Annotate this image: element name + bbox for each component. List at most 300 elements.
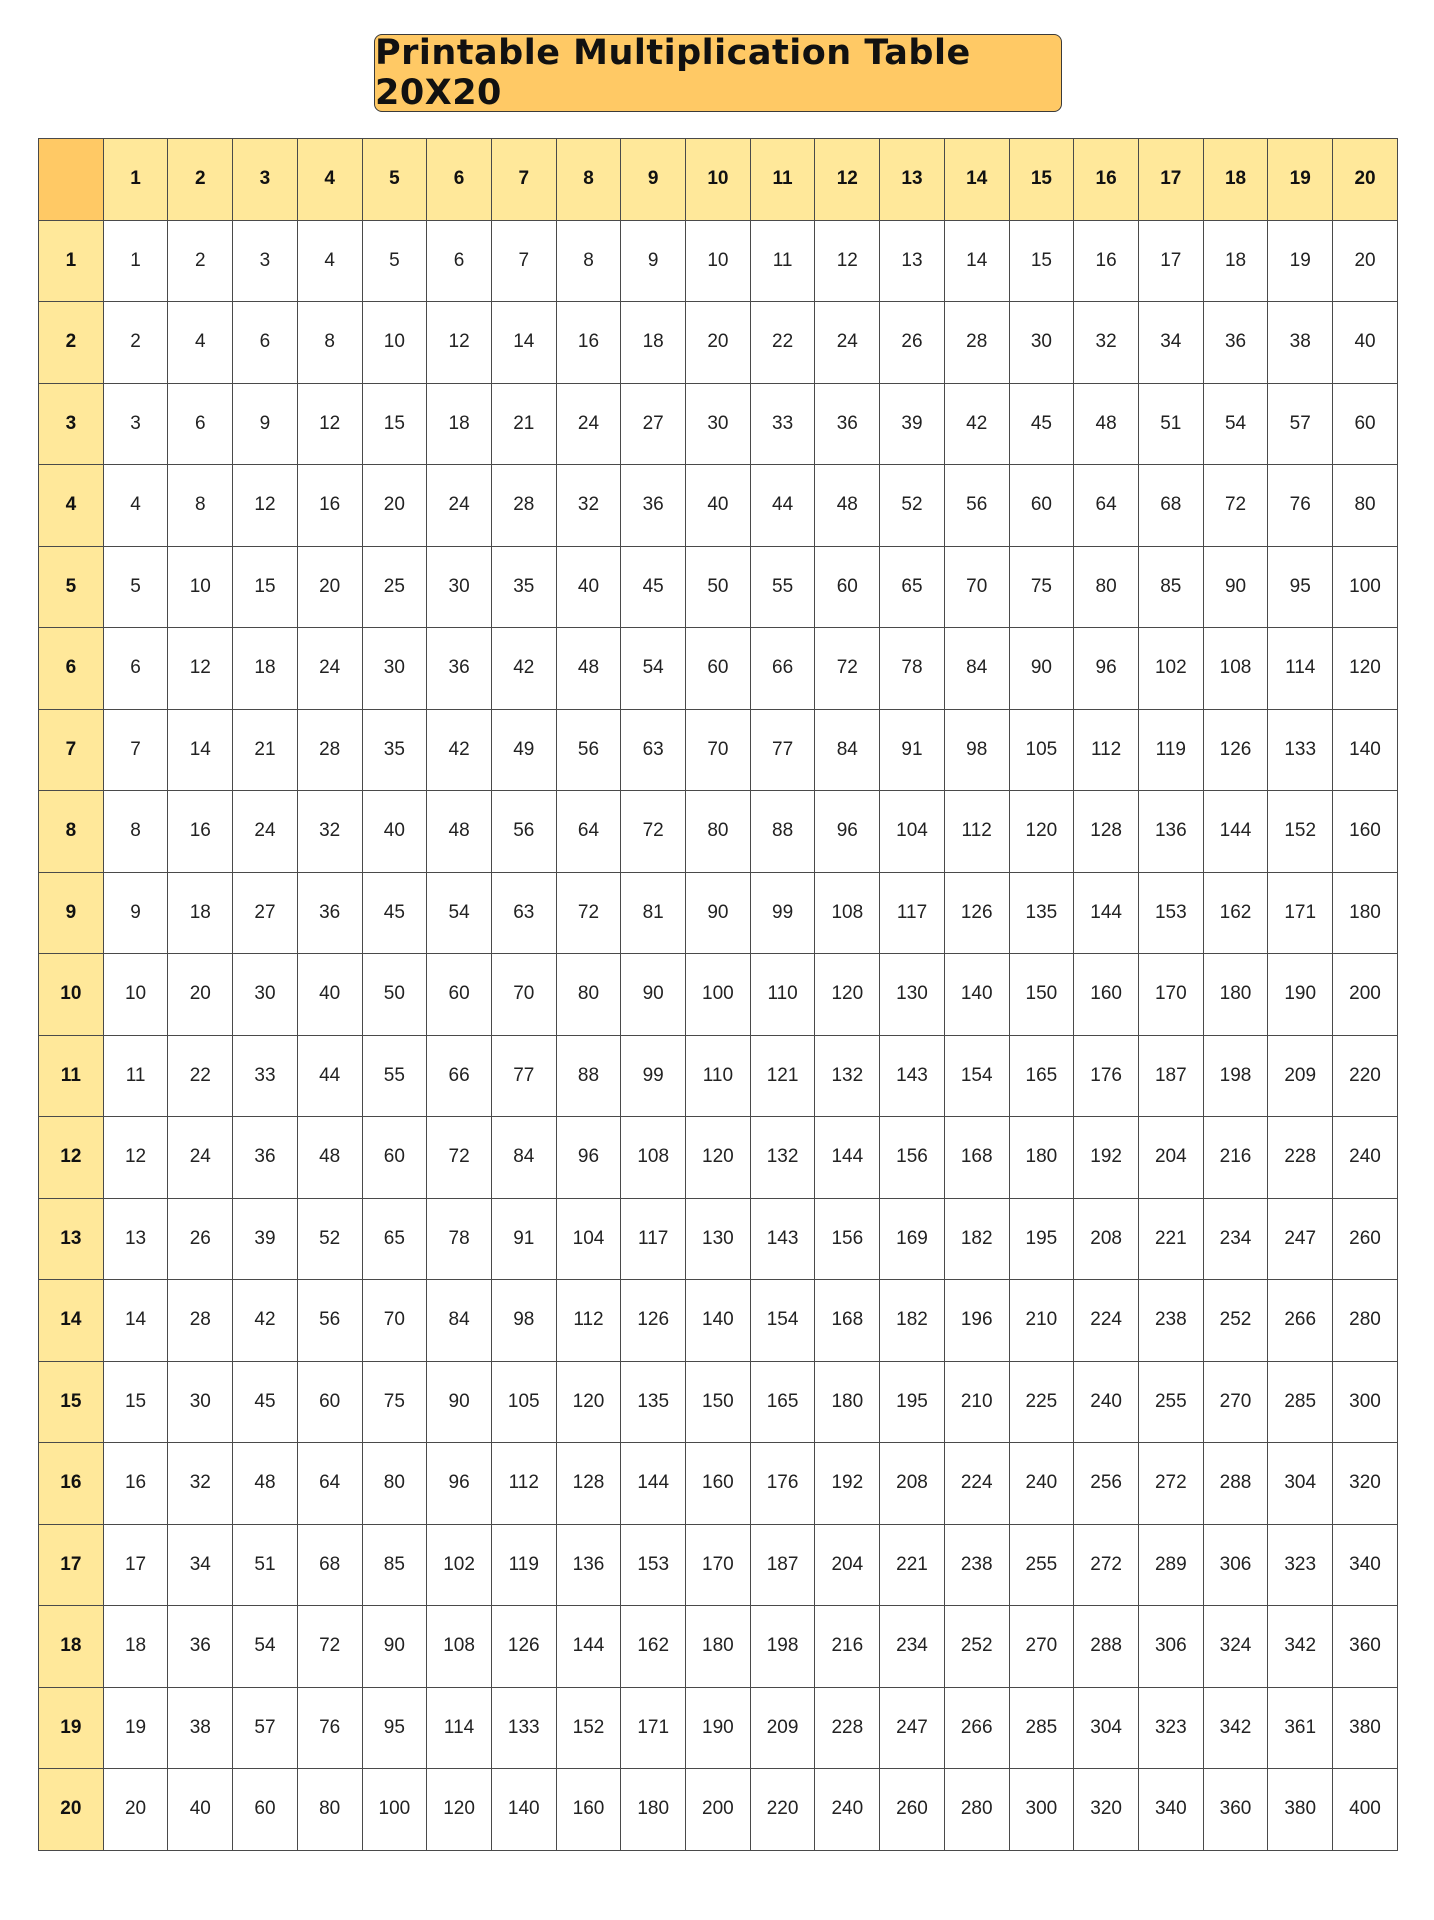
- table-cell: 144: [1203, 791, 1268, 873]
- table-cell: 36: [621, 465, 686, 547]
- row-header: 1: [39, 220, 104, 302]
- column-header: 19: [1268, 139, 1333, 221]
- table-cell: 200: [1333, 954, 1398, 1036]
- table-cell: 105: [1009, 709, 1074, 791]
- table-cell: 171: [1268, 872, 1333, 954]
- table-cell: 60: [233, 1769, 298, 1851]
- table-cell: 28: [944, 302, 1009, 384]
- table-cell: 40: [362, 791, 427, 873]
- page-title: Printable Multiplication Table 20X20: [375, 33, 971, 113]
- table-cell: 285: [1009, 1687, 1074, 1769]
- table-cell: 26: [880, 302, 945, 384]
- table-cell: 176: [750, 1443, 815, 1525]
- table-cell: 96: [556, 1117, 621, 1199]
- table-cell: 36: [233, 1117, 298, 1199]
- table-cell: 153: [621, 1524, 686, 1606]
- table-cell: 224: [1074, 1280, 1139, 1362]
- table-cell: 120: [427, 1769, 492, 1851]
- table-cell: 32: [168, 1443, 233, 1525]
- table-cell: 54: [233, 1606, 298, 1688]
- table-cell: 80: [1074, 546, 1139, 628]
- table-cell: 30: [427, 546, 492, 628]
- table-cell: 150: [1009, 954, 1074, 1036]
- table-cell: 176: [1074, 1035, 1139, 1117]
- table-cell: 320: [1074, 1769, 1139, 1851]
- table-cell: 12: [297, 383, 362, 465]
- column-header: 3: [233, 139, 298, 221]
- table-cell: 22: [168, 1035, 233, 1117]
- table-cell: 105: [491, 1361, 556, 1443]
- table-cell: 208: [1074, 1198, 1139, 1280]
- table-cell: 306: [1138, 1606, 1203, 1688]
- table-row: [39, 1198, 1398, 1280]
- table-cell: 30: [686, 383, 751, 465]
- table-cell: 6: [168, 383, 233, 465]
- table-cell: 144: [621, 1443, 686, 1525]
- table-cell: 238: [1138, 1280, 1203, 1362]
- column-header: 7: [491, 139, 556, 221]
- table-cell: 187: [1138, 1035, 1203, 1117]
- table-cell: 144: [1074, 872, 1139, 954]
- column-header: 11: [750, 139, 815, 221]
- table-row: [39, 709, 1398, 791]
- table-cell: 84: [491, 1117, 556, 1199]
- table-cell: 126: [491, 1606, 556, 1688]
- table-cell: 91: [880, 709, 945, 791]
- row-header: 15: [39, 1361, 104, 1443]
- table-cell: 60: [427, 954, 492, 1036]
- table-cell: 15: [1009, 220, 1074, 302]
- table-cell: 45: [621, 546, 686, 628]
- table-cell: 168: [944, 1117, 1009, 1199]
- table-cell: 300: [1333, 1361, 1398, 1443]
- table-cell: 234: [880, 1606, 945, 1688]
- table-cell: 19: [1268, 220, 1333, 302]
- table-cell: 234: [1203, 1198, 1268, 1280]
- table-cell: 33: [750, 383, 815, 465]
- table-cell: 65: [362, 1198, 427, 1280]
- table-row: [39, 302, 1398, 384]
- table-cell: 168: [815, 1280, 880, 1362]
- table-row: [39, 220, 1398, 302]
- table-cell: 108: [1203, 628, 1268, 710]
- table-cell: 190: [1268, 954, 1333, 1036]
- table-cell: 204: [815, 1524, 880, 1606]
- table-cell: 22: [750, 302, 815, 384]
- table-cell: 160: [556, 1769, 621, 1851]
- table-cell: 238: [944, 1524, 1009, 1606]
- table-cell: 6: [233, 302, 298, 384]
- table-cell: 2: [168, 220, 233, 302]
- column-header: 20: [1333, 139, 1398, 221]
- table-cell: 247: [880, 1687, 945, 1769]
- table-cell: 256: [1074, 1443, 1139, 1525]
- table-cell: 20: [686, 302, 751, 384]
- table-cell: 100: [362, 1769, 427, 1851]
- table-cell: 114: [427, 1687, 492, 1769]
- table-cell: 11: [103, 1035, 168, 1117]
- table-cell: 104: [556, 1198, 621, 1280]
- table-cell: 36: [815, 383, 880, 465]
- table-cell: 64: [556, 791, 621, 873]
- table-cell: 75: [1009, 546, 1074, 628]
- table-cell: 63: [621, 709, 686, 791]
- table-cell: 54: [621, 628, 686, 710]
- table-cell: 260: [880, 1769, 945, 1851]
- table-cell: 304: [1074, 1687, 1139, 1769]
- table-cell: 342: [1268, 1606, 1333, 1688]
- table-cell: 285: [1268, 1361, 1333, 1443]
- table-cell: 27: [233, 872, 298, 954]
- table-cell: 180: [1203, 954, 1268, 1036]
- table-cell: 80: [362, 1443, 427, 1525]
- table-cell: 221: [1138, 1198, 1203, 1280]
- table-cell: 160: [1333, 791, 1398, 873]
- row-header: 7: [39, 709, 104, 791]
- table-cell: 52: [880, 465, 945, 547]
- table-cell: 72: [427, 1117, 492, 1199]
- table-cell: 72: [556, 872, 621, 954]
- table-cell: 140: [944, 954, 1009, 1036]
- table-cell: 13: [103, 1198, 168, 1280]
- table-cell: 126: [944, 872, 1009, 954]
- table-cell: 39: [233, 1198, 298, 1280]
- table-cell: 182: [944, 1198, 1009, 1280]
- multiplication-table-body: [39, 139, 1398, 1851]
- table-cell: 18: [621, 302, 686, 384]
- table-cell: 140: [1333, 709, 1398, 791]
- table-cell: 34: [168, 1524, 233, 1606]
- table-cell: 110: [686, 1035, 751, 1117]
- table-cell: 160: [686, 1443, 751, 1525]
- table-row: [39, 546, 1398, 628]
- table-cell: 30: [1009, 302, 1074, 384]
- table-cell: 272: [1138, 1443, 1203, 1525]
- table-cell: 78: [880, 628, 945, 710]
- table-cell: 48: [815, 465, 880, 547]
- table-cell: 192: [815, 1443, 880, 1525]
- table-cell: 361: [1268, 1687, 1333, 1769]
- table-cell: 20: [1333, 220, 1398, 302]
- table-cell: 143: [750, 1198, 815, 1280]
- table-cell: 117: [621, 1198, 686, 1280]
- table-cell: 49: [491, 709, 556, 791]
- multiplication-table: [38, 138, 1398, 1851]
- table-row: [39, 1280, 1398, 1362]
- table-cell: 220: [750, 1769, 815, 1851]
- table-cell: 342: [1203, 1687, 1268, 1769]
- table-cell: 320: [1333, 1443, 1398, 1525]
- table-cell: 180: [1009, 1117, 1074, 1199]
- table-cell: 130: [686, 1198, 751, 1280]
- table-cell: 60: [686, 628, 751, 710]
- table-cell: 36: [168, 1606, 233, 1688]
- table-cell: 210: [944, 1361, 1009, 1443]
- table-cell: 35: [362, 709, 427, 791]
- column-header: 18: [1203, 139, 1268, 221]
- table-cell: 280: [1333, 1280, 1398, 1362]
- column-header: 15: [1009, 139, 1074, 221]
- table-cell: 108: [815, 872, 880, 954]
- table-cell: 119: [491, 1524, 556, 1606]
- column-header: 1: [103, 139, 168, 221]
- table-cell: 75: [362, 1361, 427, 1443]
- table-cell: 288: [1074, 1606, 1139, 1688]
- table-cell: 280: [944, 1769, 1009, 1851]
- table-cell: 66: [427, 1035, 492, 1117]
- table-cell: 272: [1074, 1524, 1139, 1606]
- table-cell: 38: [168, 1687, 233, 1769]
- table-cell: 42: [427, 709, 492, 791]
- table-row: [39, 1443, 1398, 1525]
- table-cell: 50: [362, 954, 427, 1036]
- table-cell: 120: [815, 954, 880, 1036]
- table-cell: 55: [750, 546, 815, 628]
- table-cell: 42: [944, 383, 1009, 465]
- table-cell: 143: [880, 1035, 945, 1117]
- table-cell: 117: [880, 872, 945, 954]
- table-cell: 380: [1333, 1687, 1398, 1769]
- table-cell: 60: [1333, 383, 1398, 465]
- table-cell: 68: [1138, 465, 1203, 547]
- table-cell: 34: [1138, 302, 1203, 384]
- column-header: 16: [1074, 139, 1139, 221]
- table-cell: 323: [1268, 1524, 1333, 1606]
- column-header: 14: [944, 139, 1009, 221]
- table-cell: 182: [880, 1280, 945, 1362]
- table-cell: 84: [815, 709, 880, 791]
- table-cell: 102: [427, 1524, 492, 1606]
- table-cell: 80: [686, 791, 751, 873]
- table-cell: 270: [1203, 1361, 1268, 1443]
- table-cell: 196: [944, 1280, 1009, 1362]
- table-cell: 20: [362, 465, 427, 547]
- table-cell: 20: [103, 1769, 168, 1851]
- table-cell: 304: [1268, 1443, 1333, 1525]
- column-header: 13: [880, 139, 945, 221]
- table-cell: 5: [103, 546, 168, 628]
- table-cell: 10: [103, 954, 168, 1036]
- table-cell: 24: [556, 383, 621, 465]
- table-cell: 44: [750, 465, 815, 547]
- table-cell: 204: [1138, 1117, 1203, 1199]
- column-header: 4: [297, 139, 362, 221]
- table-cell: 45: [1009, 383, 1074, 465]
- table-cell: 16: [103, 1443, 168, 1525]
- table-cell: 90: [427, 1361, 492, 1443]
- table-cell: 252: [1203, 1280, 1268, 1362]
- table-cell: 270: [1009, 1606, 1074, 1688]
- table-cell: 60: [1009, 465, 1074, 547]
- table-cell: 30: [233, 954, 298, 1036]
- table-cell: 360: [1333, 1606, 1398, 1688]
- table-cell: 25: [362, 546, 427, 628]
- table-cell: 48: [233, 1443, 298, 1525]
- table-cell: 40: [686, 465, 751, 547]
- table-row: [39, 1769, 1398, 1851]
- table-cell: 42: [233, 1280, 298, 1362]
- table-cell: 38: [1268, 302, 1333, 384]
- table-cell: 400: [1333, 1769, 1398, 1851]
- table-cell: 81: [621, 872, 686, 954]
- table-cell: 126: [1203, 709, 1268, 791]
- column-header: 17: [1138, 139, 1203, 221]
- table-row: [39, 628, 1398, 710]
- table-cell: 91: [491, 1198, 556, 1280]
- table-cell: 88: [750, 791, 815, 873]
- table-cell: 140: [491, 1769, 556, 1851]
- table-cell: 72: [1203, 465, 1268, 547]
- table-cell: 154: [750, 1280, 815, 1362]
- table-cell: 45: [362, 872, 427, 954]
- table-cell: 154: [944, 1035, 1009, 1117]
- table-cell: 64: [1074, 465, 1139, 547]
- table-row: [39, 465, 1398, 547]
- table-cell: 225: [1009, 1361, 1074, 1443]
- table-cell: 112: [1074, 709, 1139, 791]
- table-cell: 56: [297, 1280, 362, 1362]
- table-cell: 18: [233, 628, 298, 710]
- table-cell: 16: [297, 465, 362, 547]
- table-cell: 36: [297, 872, 362, 954]
- table-cell: 192: [1074, 1117, 1139, 1199]
- table-cell: 135: [621, 1361, 686, 1443]
- table-cell: 120: [686, 1117, 751, 1199]
- table-cell: 209: [1268, 1035, 1333, 1117]
- table-cell: 99: [750, 872, 815, 954]
- table-cell: 360: [1203, 1769, 1268, 1851]
- row-header: 17: [39, 1524, 104, 1606]
- table-cell: 8: [556, 220, 621, 302]
- table-cell: 40: [297, 954, 362, 1036]
- table-cell: 32: [297, 791, 362, 873]
- table-cell: 144: [556, 1606, 621, 1688]
- table-cell: 128: [1074, 791, 1139, 873]
- table-cell: 12: [815, 220, 880, 302]
- table-cell: 98: [944, 709, 1009, 791]
- table-cell: 7: [103, 709, 168, 791]
- table-cell: 216: [1203, 1117, 1268, 1199]
- table-row: [39, 1687, 1398, 1769]
- table-row: [39, 1606, 1398, 1688]
- table-cell: 52: [297, 1198, 362, 1280]
- table-cell: 60: [297, 1361, 362, 1443]
- table-cell: 200: [686, 1769, 751, 1851]
- table-row: [39, 872, 1398, 954]
- table-cell: 288: [1203, 1443, 1268, 1525]
- table-cell: 70: [944, 546, 1009, 628]
- table-cell: 44: [297, 1035, 362, 1117]
- table-cell: 144: [815, 1117, 880, 1199]
- table-cell: 169: [880, 1198, 945, 1280]
- table-cell: 28: [491, 465, 556, 547]
- table-cell: 260: [1333, 1198, 1398, 1280]
- table-cell: 63: [491, 872, 556, 954]
- table-cell: 136: [1138, 791, 1203, 873]
- table-cell: 14: [103, 1280, 168, 1362]
- table-cell: 132: [750, 1117, 815, 1199]
- row-header: 5: [39, 546, 104, 628]
- table-cell: 240: [815, 1769, 880, 1851]
- table-cell: 306: [1203, 1524, 1268, 1606]
- table-cell: 36: [427, 628, 492, 710]
- table-cell: 66: [750, 628, 815, 710]
- column-header: 8: [556, 139, 621, 221]
- table-cell: 120: [556, 1361, 621, 1443]
- table-cell: 6: [103, 628, 168, 710]
- table-cell: 18: [168, 872, 233, 954]
- table-cell: 323: [1138, 1687, 1203, 1769]
- table-cell: 20: [168, 954, 233, 1036]
- table-cell: 16: [1074, 220, 1139, 302]
- table-cell: 35: [491, 546, 556, 628]
- table-cell: 90: [686, 872, 751, 954]
- table-cell: 170: [1138, 954, 1203, 1036]
- table-cell: 48: [427, 791, 492, 873]
- table-cell: 33: [233, 1035, 298, 1117]
- table-cell: 195: [1009, 1198, 1074, 1280]
- table-cell: 255: [1138, 1361, 1203, 1443]
- table-row: [39, 383, 1398, 465]
- table-cell: 9: [621, 220, 686, 302]
- table-cell: 247: [1268, 1198, 1333, 1280]
- table-cell: 16: [168, 791, 233, 873]
- table-cell: 4: [168, 302, 233, 384]
- table-cell: 136: [556, 1524, 621, 1606]
- table-cell: 72: [815, 628, 880, 710]
- table-cell: 18: [427, 383, 492, 465]
- table-cell: 30: [168, 1361, 233, 1443]
- table-cell: 39: [880, 383, 945, 465]
- table-cell: 119: [1138, 709, 1203, 791]
- row-header: 8: [39, 791, 104, 873]
- table-cell: 380: [1268, 1769, 1333, 1851]
- table-cell: 240: [1009, 1443, 1074, 1525]
- column-header: 9: [621, 139, 686, 221]
- table-cell: 2: [103, 302, 168, 384]
- table-cell: 80: [556, 954, 621, 1036]
- table-cell: 216: [815, 1606, 880, 1688]
- table-cell: 90: [1203, 546, 1268, 628]
- table-cell: 195: [880, 1361, 945, 1443]
- table-cell: 14: [944, 220, 1009, 302]
- table-cell: 80: [297, 1769, 362, 1851]
- table-cell: 8: [168, 465, 233, 547]
- column-header: 10: [686, 139, 751, 221]
- table-cell: 120: [1009, 791, 1074, 873]
- table-cell: 170: [686, 1524, 751, 1606]
- table-cell: 12: [168, 628, 233, 710]
- table-cell: 90: [362, 1606, 427, 1688]
- table-cell: 266: [944, 1687, 1009, 1769]
- table-row: [39, 1361, 1398, 1443]
- table-cell: 65: [880, 546, 945, 628]
- table-cell: 26: [168, 1198, 233, 1280]
- table-cell: 114: [1268, 628, 1333, 710]
- table-cell: 40: [556, 546, 621, 628]
- table-cell: 77: [750, 709, 815, 791]
- table-cell: 72: [297, 1606, 362, 1688]
- row-header: 11: [39, 1035, 104, 1117]
- table-cell: 32: [1074, 302, 1139, 384]
- table-cell: 80: [1333, 465, 1398, 547]
- table-cell: 132: [815, 1035, 880, 1117]
- table-cell: 14: [491, 302, 556, 384]
- table-cell: 60: [815, 546, 880, 628]
- table-cell: 18: [103, 1606, 168, 1688]
- table-cell: 24: [427, 465, 492, 547]
- table-cell: 208: [880, 1443, 945, 1525]
